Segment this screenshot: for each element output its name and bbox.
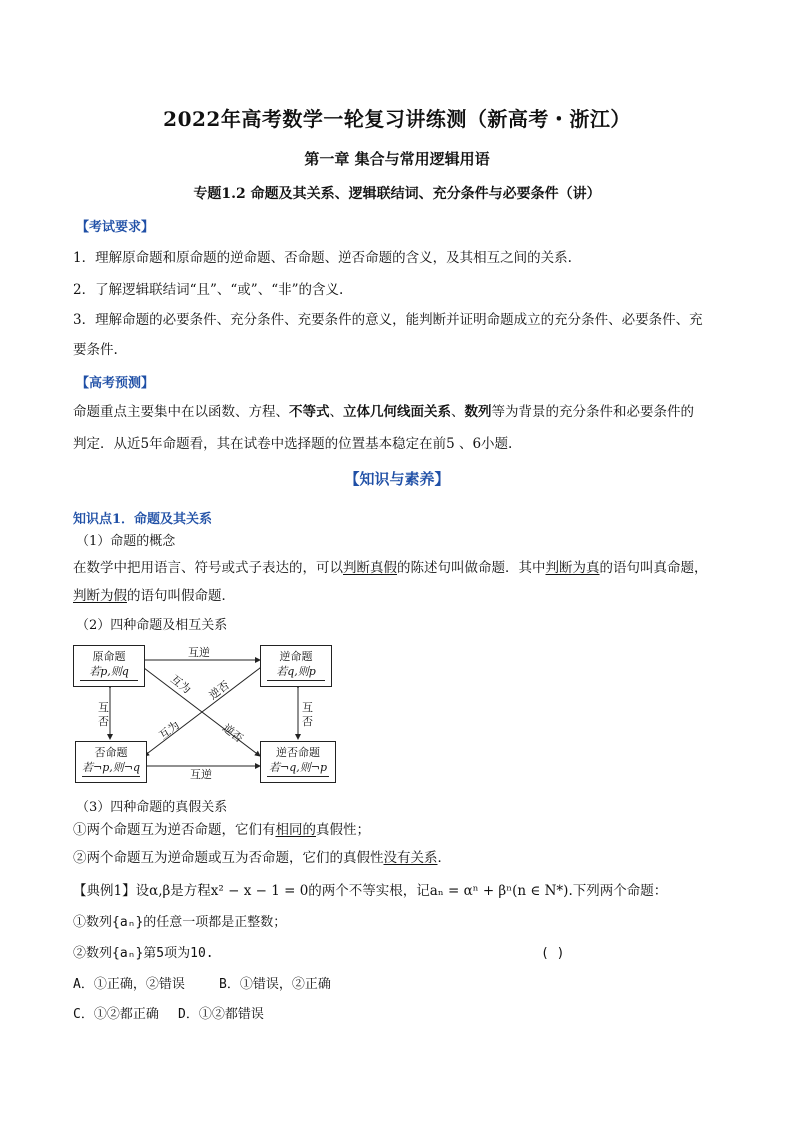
example-stem: 【典例1】设α,β是方程x² − x − 1 = 0的两个不等实根，记aₙ = αⁿ + βⁿ(n ∈ N*).下列两个命题： [73, 883, 668, 899]
exam-forecast-heading: 【高考预测】 [76, 376, 155, 391]
label-top: 互逆 [188, 646, 210, 659]
example-item-2: ②数列{aₙ}第5项为10. [73, 946, 214, 961]
section-title: 【知识与素养】 [344, 470, 450, 488]
box-converse-proposition: 逆命题 若q,则p [260, 645, 332, 687]
label-diag-b2: 逆否 [206, 678, 232, 703]
requirement-item-3: 3．理解命题的必要条件、充分条件、充要条件的意义，能判断并证明命题成立的充分条件、必要条件、充 [73, 312, 703, 328]
concept-paragraph-line-2: 判断为假的语句叫假命题． [73, 588, 235, 604]
chapter-heading: 第一章 集合与常用逻辑用语 [304, 150, 490, 168]
option-a: A．①正确，②错误 [73, 977, 185, 992]
requirement-item-1: 1．理解原命题和原命题的逆命题、否命题、逆否命题的含义，及其相互之间的关系. [73, 250, 572, 266]
concept-paragraph-line-1: 在数学中把用语言、符号或式子表达的，可以判断真假的陈述句叫做命题．其中判断为真的语句叫真命题， [73, 560, 708, 576]
subheading-four-propositions: （2）四种命题及相互关系 [76, 618, 228, 633]
subheading-truth-relation: （3）四种命题的真假关系 [76, 800, 228, 815]
label-left-2: 否 [98, 715, 109, 728]
option-b: B．①错误，②正确 [219, 977, 331, 992]
box-inverse-proposition: 否命题 若¬p,则¬q [75, 741, 147, 783]
box-contrapositive-proposition: 逆否命题 若¬q,则¬p [260, 741, 336, 783]
requirement-item-3-cont: 要条件. [73, 342, 118, 358]
exam-requirements-heading: 【考试要求】 [76, 220, 155, 235]
label-right-2: 否 [302, 715, 313, 728]
example-item-1: ①数列{aₙ}的任意一项都是正整数； [73, 915, 287, 930]
forecast-line-1: 命题重点主要集中在以函数、方程、不等式、立体几何线面关系、数列等为背景的充分条件和必要条件的 [73, 404, 694, 420]
label-diag-a1: 互为 [168, 672, 194, 697]
answer-paren: ( ) [541, 946, 565, 961]
relation-1: ①两个命题互为逆否命题，它们有相同的真假性； [73, 822, 370, 838]
subheading-concept: （1）命题的概念 [76, 534, 176, 549]
knowledge-point-heading: 知识点1．命题及其关系 [73, 512, 213, 527]
document-title: 2022年高考数学一轮复习讲练测（新高考・浙江） [163, 107, 631, 131]
four-propositions-diagram [70, 638, 340, 788]
label-bottom: 互逆 [190, 768, 212, 781]
requirement-item-2: 2．了解逻辑联结词“且”、“或”、“非”的含义. [73, 282, 344, 298]
label-left-1: 互 [98, 701, 109, 714]
topic-heading: 专题1.2 命题及其关系、逻辑联结词、充分条件与必要条件（讲） [193, 186, 601, 202]
forecast-line-2: 判定．从近5年命题看，其在试卷中选择题的位置基本稳定在前5 、6小题. [73, 436, 513, 452]
relation-2: ②两个命题互为逆命题或互为否命题，它们的真假性没有关系． [73, 850, 451, 866]
label-diag-a2: 逆否 [220, 721, 246, 746]
option-c: C．①②都正确 [73, 1007, 159, 1022]
label-right-1: 互 [302, 701, 313, 714]
label-diag-b1: 互为 [156, 718, 182, 743]
option-d: D．①②都错误 [178, 1007, 264, 1022]
box-original-proposition: 原命题 若p,则q [73, 645, 145, 687]
